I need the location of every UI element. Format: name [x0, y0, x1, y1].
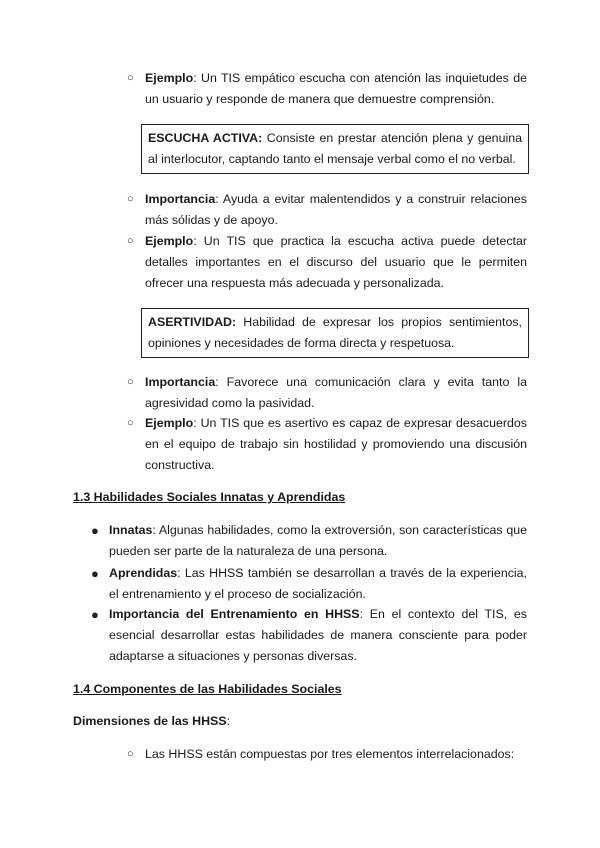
filled-bullet-icon: ● — [91, 523, 99, 538]
list-item-importancia-entrenamiento: Importancia del Entrenamiento en HHSS: En el contexto del TIS, es esencial desarrollar estas habilidades de manera consciente para poder adaptarse a situaciones y personas diversas. — [109, 607, 527, 663]
definition-box-asertividad: ASERTIVIDAD: Habilidad de expresar los propios sentimientos, opiniones y necesidades de forma directa y respetuosa. — [141, 308, 529, 358]
term-label: Importancia del Entrenamiento en HHSS — [109, 607, 360, 621]
section-heading-1-4: 1.4 Componentes de las Habilidades Sociales — [73, 682, 342, 696]
subheading-dimensiones: Dimensiones de las HHSS: — [73, 714, 231, 728]
term-label: Importancia — [145, 375, 216, 389]
list-item-ejemplo-empatia: Ejemplo: Un TIS empático escucha con atención las inquietudes de un usuario y responde de manera que demuestre comprensión. — [145, 71, 527, 106]
term-label: Ejemplo — [145, 71, 194, 85]
section-heading-1-3: 1.3 Habilidades Sociales Innatas y Aprendidas — [73, 490, 346, 504]
list-item-innatas: Innatas: Algunas habilidades, como la extroversión, son características que pueden ser parte de la naturaleza de una persona. — [109, 523, 527, 558]
hollow-bullet-icon: ○ — [127, 417, 134, 429]
list-item-importancia-asertividad: Importancia: Favorece una comunicación clara y evita tanto la agresividad como la pasividad. — [145, 375, 527, 410]
box-term: ESCUCHA ACTIVA: — [148, 131, 263, 145]
hollow-bullet-icon: ○ — [127, 193, 134, 205]
term-label: Importancia — [145, 192, 216, 206]
hollow-bullet-icon: ○ — [127, 376, 134, 388]
list-item-aprendidas: Aprendidas: Las HHSS también se desarrollan a través de la experiencia, el entrenamiento y el proceso de socialización. — [109, 566, 527, 601]
list-item-importancia-escucha: Importancia: Ayuda a evitar malentendidos y a construir relaciones más sólidas y de apoyo. — [145, 192, 527, 227]
hollow-bullet-icon: ○ — [127, 748, 134, 760]
hollow-bullet-icon: ○ — [127, 72, 134, 84]
list-item-ejemplo-escucha: Ejemplo: Un TIS que practica la escucha activa puede detectar detalles importantes en el discurso del usuario que le permiten ofrecer una respuesta más adecuada y personalizada. — [145, 234, 527, 290]
term-label: Innatas — [109, 523, 153, 537]
box-term: ASERTIVIDAD: — [148, 315, 237, 329]
term-label: Ejemplo — [145, 234, 194, 248]
filled-bullet-icon: ● — [91, 566, 99, 581]
term-label: Aprendidas — [109, 566, 178, 580]
list-item-ejemplo-asertividad: Ejemplo: Un TIS que es asertivo es capaz de expresar desacuerdos en el equipo de trabajo sin hostilidad y promoviendo una discusión constructiva. — [145, 416, 527, 472]
term-label: Ejemplo — [145, 416, 194, 430]
hollow-bullet-icon: ○ — [127, 235, 134, 247]
list-item-componentes: Las HHSS están compuestas por tres elementos interrelacionados: — [145, 747, 515, 761]
definition-box-escucha-activa: ESCUCHA ACTIVA: Consiste en prestar atención plena y genuina al interlocutor, captando tanto el mensaje verbal como el no verbal. — [141, 124, 529, 174]
filled-bullet-icon: ● — [91, 607, 99, 622]
